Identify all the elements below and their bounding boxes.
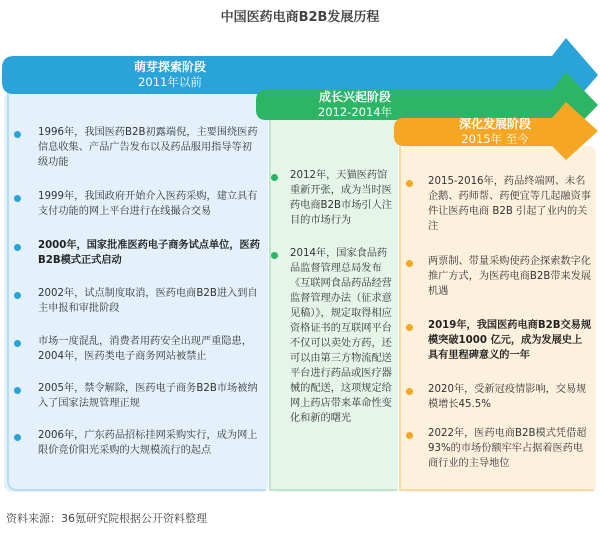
stage-1-name: 萌芽探索阶段 [133,60,206,74]
timeline-dot [14,244,21,251]
timeline-dot [14,387,21,394]
timeline-dot [406,180,413,187]
stage-1-item-4: 2002年，试点制度取消，医药电商B2B进入到自主申报和审批阶段 [38,288,258,314]
timeline-dot [271,252,278,259]
timeline-dot [14,131,21,138]
stage-3-item-3: 2019年，我国医药电商B2B交易规模突破1000 亿元，成为发展史上具有里程碑意义的一年 [428,320,592,361]
stage-3-item-1: 2015-2016年，药品终端网、未名企鹅、药师帮、药便宜等几起融资事件让医药电商 B2B 引起了业内的关注 [428,176,591,232]
source-note: 资料来源：36氪研究院根据公开资料整理 [6,512,207,525]
timeline-dot [406,388,413,395]
timeline-dot [406,324,413,331]
timeline-dot [14,195,21,202]
stage-3-name: 深化发展阶段 [458,117,531,131]
stage-2-name: 成长兴起阶段 [318,90,391,104]
timeline-dot [14,340,21,347]
stage-3-item-5: 2022年，医药电商B2B模式凭借超93%的市场份额牢牢占据着医药电商行业的主导地位 [428,428,587,469]
timeline-dot [406,432,413,439]
stage-1-item-5: 市场一度混乱，消费者用药安全出现严重隐患，2004年，医药类电子商务网站被禁止 [38,336,252,362]
stage-3-years: 2015年 至今 [461,132,529,146]
page-title: 中国医药电商B2B发展历程 [220,10,380,25]
stage-1-item-2: 1999年，我国政府开始介入医药采购，建立具有支付功能的网上平台进行在线撮合交易 [38,191,258,217]
stage-1-item-7: 2006年，广东药品招标挂网采购实行，成为网上限价竞价阳光采购的大规模流行的起点 [38,430,258,456]
stage-1-item-3: 2000年，国家批准医药电子商务试点单位，医药B2B模式正式启动 [38,240,260,266]
stage-3-item-4: 2020年，受新冠疫情影响，交易规模增长45.5% [428,384,587,410]
stage-1-item-1: 1996年，我国医药B2B初露端倪，主要围绕医药信息收集、产品广告发布以及药品服用指导等初级功能 [38,127,258,168]
timeline-dot [14,434,21,441]
stage-3-item-2: 两票制、带量采购使药企探索数字化推广方式，为医药电商B2B带来发展机遇 [428,256,592,297]
timeline-dot [14,292,21,299]
stage-1-label [90,60,250,90]
stage-2-item-1: 2012年，天猫医药馆重新开张，成为当时医药电商B2B市场引人注目的市场行为 [290,170,392,226]
timeline-dot [406,260,413,267]
stage-1-years: 2011年以前 [138,75,202,89]
stage-2-item-2: 2014年，国家食品药品监督管理总局发布《互联网食品药品经营监督管理办法（征求意见稿）》，规定取得相应资格证书的互联网平台不仅可以卖处方药，还可以由第三方物流配送平台进行药品或医疗器械的配送，这项规定给网上药店带来革命性变化和新的曙光 [290,248,392,424]
stage-1-item-6: 2005年，禁令解除，医药电子商务B2B市场被纳入了国家法规管理正规 [38,383,258,409]
stage-2-years: 2012-2014年 [317,105,393,119]
stage-2-label [290,90,420,120]
timeline-dot [271,174,278,181]
stage-3-label [430,117,560,147]
